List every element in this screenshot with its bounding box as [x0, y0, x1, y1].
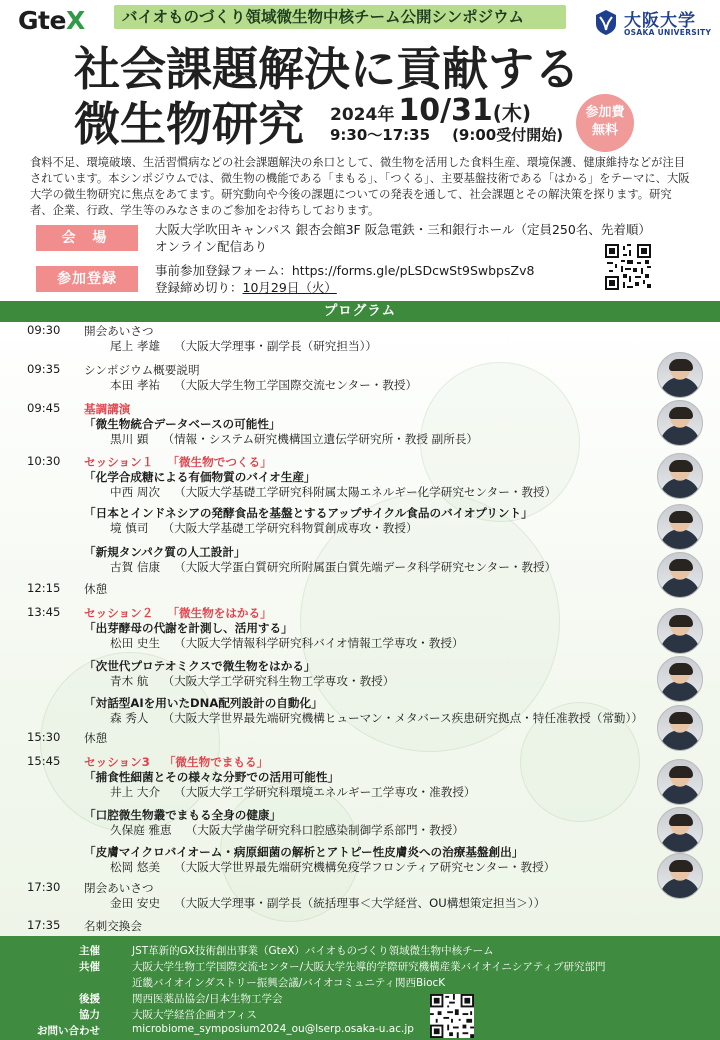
speaker-photo-sakai [657, 504, 703, 550]
osaka-university-logo [592, 6, 712, 40]
speaker-photo-kurokawa [657, 400, 703, 446]
footer: 主催 JST革新的GX技術創出事業（GteX）バイオものづくり領域微生物中核チーム 共催 大阪大学生物工学国際交流センター/大阪大学先導的学際研究機構産業バイオイニシアティブ研究部門 近畿バイオインダストリー振興会議/バイオコミュニティ関西BiocK 後援 関西医薬品協会/日本生物工学会 協力 大阪大学経営企画オフィス お問い合わせ microbiome_symposium2024_ou@lserp.osaka-u.ac.jp [0, 936, 720, 1040]
contact-email-link[interactable]: microbiome_symposium2024_ou@lserp.osaka-u.ac.jp [132, 1023, 414, 1035]
speaker-photo-mori [657, 705, 703, 751]
symposium-banner: バイオものづくり領域微生物中核チーム公開シンポジウム [114, 5, 566, 29]
registration-qr-code[interactable] [605, 244, 651, 290]
registration-form-link[interactable]: 事前参加登録フォーム：https://forms.gle/pLSDcwSt9SwbpsZv8 [155, 263, 535, 278]
gtex-logo: GteX [18, 6, 85, 35]
university-emblem-icon [592, 8, 620, 36]
speaker-photo-honda [657, 352, 703, 398]
main-title-line1: 社会課題解決に貢献する [74, 42, 580, 96]
speaker-photo-matsuoka [657, 853, 703, 899]
university-name-en: OSAKA UNIVERSITY [624, 28, 712, 37]
speaker-photo-inoue [657, 759, 703, 805]
speaker-photo-aoki [657, 656, 703, 702]
speaker-photo-kuboniwa [657, 807, 703, 853]
venue-info: 大阪大学吹田キャンパス 銀杏会館3F 阪急電鉄・三和銀行ホール（定員250名、先着順） オンライン配信あり [155, 222, 651, 254]
contact-qr-code[interactable] [430, 994, 474, 1038]
free-admission-badge: 参加費 無料 [576, 94, 634, 152]
registration-info: 事前参加登録フォーム：https://forms.gle/pLSDcwSt9SwbpsZv8 登録締め切り：10月29日（火） [155, 263, 535, 295]
venue-label: 会 場 [36, 225, 138, 251]
registration-label: 参加登録 [36, 266, 138, 292]
university-name: 大阪大学 [624, 11, 696, 31]
intro-paragraph: 食料不足、環境破壊、生活習慣病などの社会課題解決の糸口として、微生物を活用した食料生産、環境保護、健康維持などが注目されています。本シンポジウムでは、微生物の機能である「まもる」、「つくる」、主要基盤技術である「はかる」をテーマに、大阪大学の微生物研究に焦点をあてます。研究動向や今後の課題についての発表を通して、社会課題とその解決策を探ります。研究者、企業、行政、学生等のみなさまのご参加をお待ちしております。 [30, 156, 690, 217]
event-date: 2024年 10/31(木) [330, 93, 532, 128]
speaker-photo-matsuda [657, 608, 703, 654]
main-title-line2: 微生物研究 [74, 97, 304, 151]
program-heading: プログラム [0, 301, 720, 322]
speaker-photo-nakanishi [657, 453, 703, 499]
event-time: 9:30〜17:35 (9:00受付開始) [330, 126, 564, 144]
program-item-opening: 09:30 開会あいさつ 尾上 孝雄 （大阪大学理事・副学長（研究担当）） [27, 323, 377, 353]
speaker-photo-koga [657, 552, 703, 598]
